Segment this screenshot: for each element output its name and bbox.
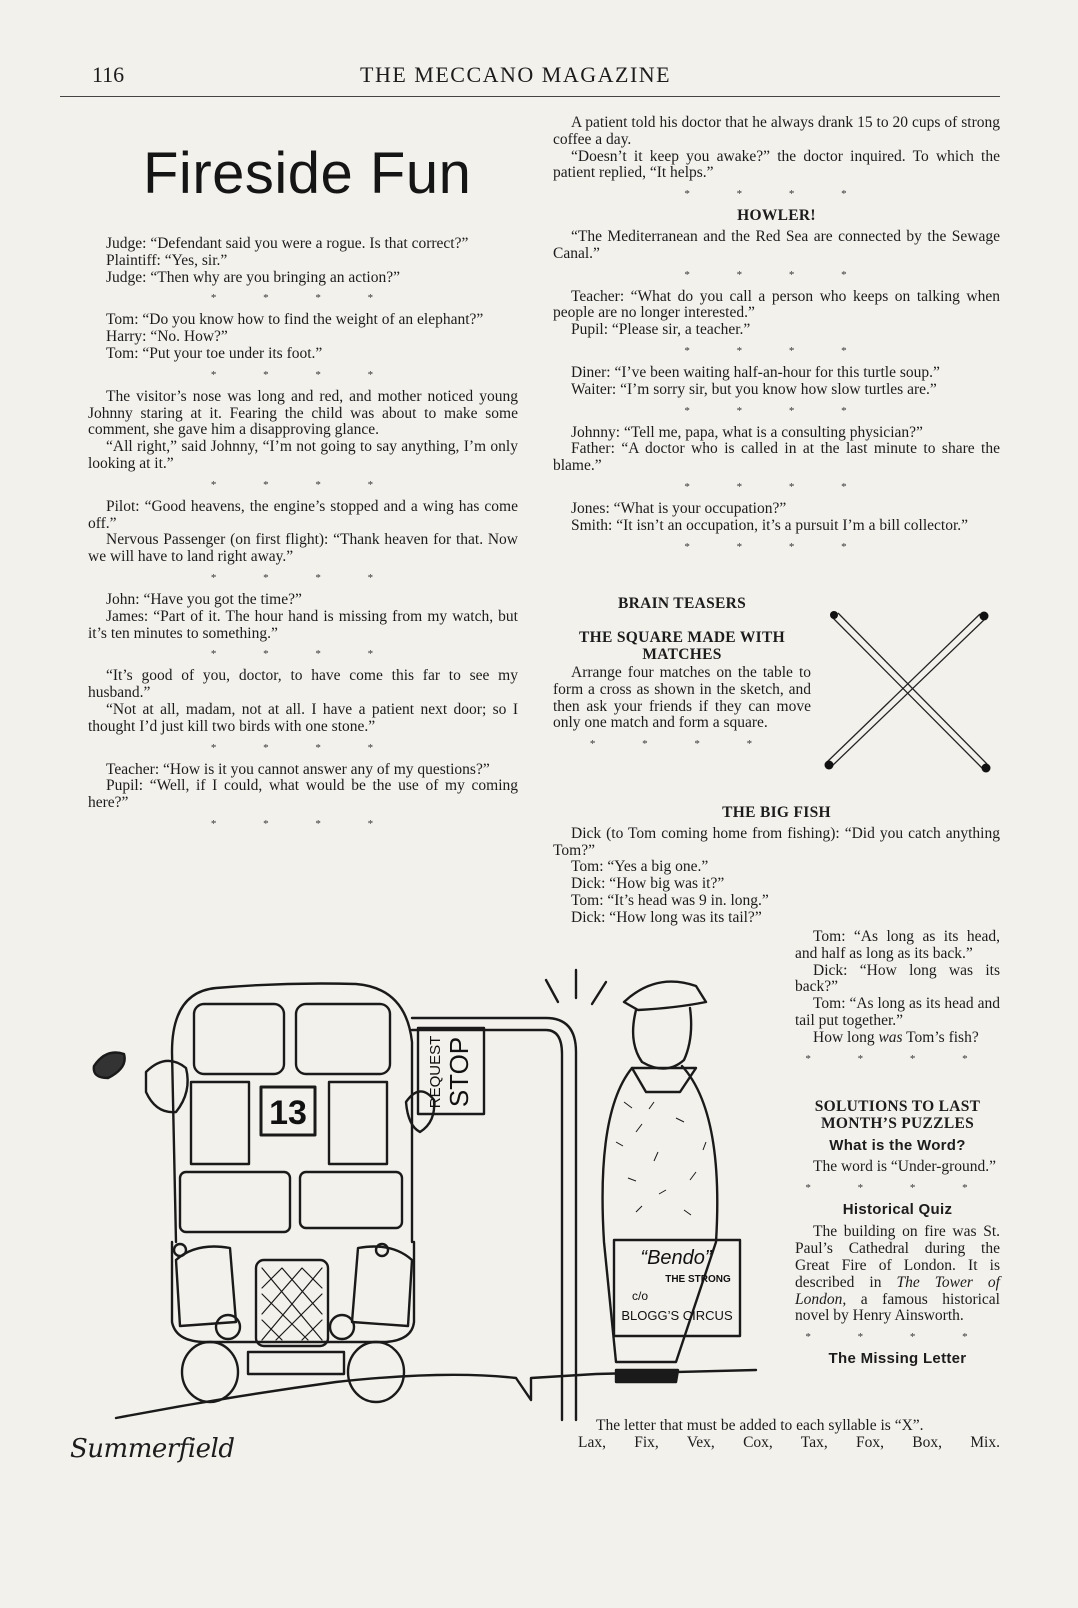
joke-judge (88, 236, 518, 286)
joke-coffee (553, 115, 1000, 182)
joke-line: Tom: “Yes a big one.” (571, 858, 709, 876)
joke-line: Judge: “Then why are you bringing an action?” (106, 268, 400, 286)
match-stick (827, 614, 980, 762)
sign-request-text: REQUEST (427, 1035, 444, 1109)
joke-line: Dick: “How big was it?” (571, 875, 725, 893)
joke-line: Smith: “It isn’t an occupation, it’s a pursuit I’m a bill collector.” (571, 516, 969, 534)
joke-line: Tom: “Do you know how to find the weight of an elephant?” (106, 311, 484, 329)
square-heading: THE SQUARE MADE WITH MATCHES (579, 629, 785, 663)
separator-stars: * * * * (210, 571, 396, 584)
bus-number: 13 (269, 1094, 307, 1132)
separator-stars: * * * * (210, 817, 396, 830)
joke-line: Waiter: “I’m sorry sir, but you know how slow turtles are.” (571, 380, 937, 398)
solutions-heading: SOLUTIONS TO LAST MONTH’S PUZZLES (814, 1098, 981, 1132)
separator-stars: * * * * (210, 292, 396, 305)
artist-signature: Summerfield (70, 1434, 235, 1464)
bus-windscreen (180, 1172, 290, 1232)
bus-wheel (348, 1342, 404, 1402)
joke-line: Dick (to Tom coming home from fishing): “Did you catch anything Tom?” (553, 824, 1000, 859)
match-head (825, 761, 834, 770)
separator-stars: * * * * (684, 480, 869, 493)
joke-line: Pupil: “Well, if I could, what would be the use of my coming here?” (88, 777, 518, 812)
joke-line: Dick: “How long was its back?” (795, 961, 1000, 996)
magazine-title: THE MECCANO MAGAZINE (360, 62, 672, 87)
fish-question (795, 1030, 1000, 1047)
strongman-cap (624, 982, 706, 1010)
joke-line: Jones: “What is your occupation?” (571, 499, 787, 517)
joke-teacher (88, 762, 518, 812)
joke-doctor (88, 668, 518, 735)
strongman-shoes (616, 1370, 678, 1382)
separator-stars: * * * * (210, 368, 396, 381)
match-head (980, 612, 989, 621)
joke-line: Tom: “It’s head was 9 in. long.” (571, 891, 769, 909)
bus-eye (330, 1315, 354, 1339)
strongman-head (633, 1008, 691, 1069)
square-puzzle-text (553, 665, 811, 758)
bus-front (172, 1242, 414, 1342)
joke-pilot (88, 499, 518, 566)
bus-mudguard (352, 1247, 412, 1327)
right-column (553, 115, 1000, 561)
separator-stars: * * * * (684, 540, 869, 553)
quiz-text: The building on fire was St. Paul’s Cathedral during the Great Fire of London. It is described in (795, 1223, 1000, 1291)
driver-head (146, 1061, 188, 1112)
quiz-heading: Historical Quiz (842, 1200, 953, 1218)
joke-line: Tom: “As long as its head and tail put together.” (795, 995, 1000, 1029)
joke-line: Johnny: “Tell me, papa, what is a consulting physician?” (571, 423, 923, 441)
joke-line: A patient told his doctor that he always drank 15 to 20 cups of strong coffee a day. (553, 114, 1000, 148)
joke-line: Tom: “Put your toe under its foot.” (106, 344, 323, 362)
joke-line: Dick: “How long was its tail?” (571, 908, 762, 926)
quiz-text: a famous historical novel by Henry Ainsworth. (795, 1290, 1000, 1325)
separator-stars: * * * * (805, 1181, 990, 1194)
solutions-block (795, 1096, 1000, 1368)
joke-turtle (553, 365, 1000, 399)
joke-line: “It’s good of you, doctor, to have come this far to see my husband.” (88, 667, 518, 702)
puzzle-text: Arrange four matches on the table to form a cross as shown in the sketch, and then ask your friends if they can move only one match and form a square. (553, 664, 811, 732)
quiz-solution (795, 1224, 1000, 1325)
bus-windscreen (300, 1172, 402, 1228)
joke-line: Harry: “No. How?” (106, 328, 228, 346)
missing-letter-words: Lax, Fix, Vex, Cox, Tax, Fox, Box, Mix. (578, 1433, 1000, 1451)
joke-occupation (553, 501, 1000, 535)
separator-stars: * * * * (684, 404, 869, 417)
page-number: 116 (92, 62, 125, 87)
bus-destination-panel (191, 1082, 249, 1164)
word-heading: What is the Word? (829, 1137, 966, 1154)
missing-letter-text: The letter that must be added to each syllable is “X”. (596, 1417, 924, 1434)
fish-question-text: Tom’s fish? (902, 1028, 979, 1046)
separator-stars: * * * * (805, 1052, 990, 1065)
case-strong-text: THE STRONG (665, 1274, 731, 1285)
square-heading-block (553, 627, 811, 667)
joke-physician (553, 425, 1000, 475)
joke-line: “All right,” said Johnny, “I’m not going to say anything, I’m only looking at it.” (88, 438, 518, 472)
joke-line: Father: “A doctor who is called in at the last minute to share the blame.” (553, 440, 1000, 475)
joke-line: The visitor’s nose was long and red, and mother noticed young Johnny staring at it. Fearing the child was about to make some comment, she gave him a disapproving glance. (88, 387, 518, 439)
joke-watch (88, 592, 518, 642)
joke-line: Pupil: “Please sir, a teacher.” (571, 321, 751, 339)
match-head (830, 611, 838, 619)
joke-elephant (88, 312, 518, 362)
bus-upper-window (194, 1004, 284, 1074)
article-title: Fireside Fun (143, 141, 472, 206)
separator-stars: * * * * (210, 478, 396, 491)
brain-teasers-block (553, 594, 811, 617)
joke-line: “Doesn’t it keep you awake?” the doctor inquired. To which the patient replied, “It helps.” (553, 147, 1000, 182)
coat-pattern (616, 1102, 706, 1215)
bus-destination-panel (329, 1082, 387, 1164)
joke-nose (88, 389, 518, 473)
joke-line: John: “Have you got the time?” (106, 590, 302, 608)
match-head (982, 764, 991, 773)
joke-line: Nervous Passenger (on first flight): “Thank heaven for that. Now we will have to land right away.” (88, 531, 518, 566)
bus-wheel (182, 1342, 238, 1402)
separator-stars: * * * * (684, 188, 869, 201)
joke-line: “The Mediterranean and the Red Sea are connected by the Sewage Canal.” (553, 227, 1000, 262)
separator-stars: * * * * (210, 648, 396, 661)
joke-line: James: “Part of it. The hour hand is missing from my watch, but it’s ten minutes to something.” (88, 607, 518, 642)
surprise-lines (546, 970, 606, 1004)
book-title: The Tower of London, (795, 1273, 1000, 1308)
big-fish-continued (795, 929, 1000, 1073)
joke-line: Tom: “As long as its head, and half as long as its back.” (795, 928, 1000, 962)
case-care-of-text: c/o (632, 1289, 649, 1303)
joke-line: Pilot: “Good heavens, the engine’s stopped and a wing has come off.” (88, 497, 518, 532)
joke-howler (553, 229, 1000, 263)
separator-stars: * * * * (210, 741, 396, 754)
bus-upper-window (296, 1004, 390, 1074)
big-fish-heading: THE BIG FISH (722, 804, 831, 821)
bus-number-plate (248, 1352, 344, 1374)
missing-letter-heading: The Missing Letter (828, 1350, 967, 1368)
joke-line: Judge: “Defendant said you were a rogue. Is that correct?” (106, 235, 469, 252)
sign-stop-text: STOP (444, 1036, 474, 1108)
joke-teacher-talking (553, 289, 1000, 339)
flying-cap (94, 1053, 125, 1079)
separator-stars: * * * * (589, 738, 775, 751)
fish-question-emphasis: was (878, 1028, 903, 1046)
bus-stop-cartoon (76, 942, 776, 1432)
separator-stars: * * * * (684, 344, 869, 357)
page-header (60, 56, 1000, 96)
matches-cross-sketch (820, 606, 1000, 778)
case-circus-text: BLOGG’S CIRCUS (621, 1308, 733, 1323)
radiator-grille (262, 1268, 322, 1340)
fish-question-text: How long (813, 1028, 879, 1046)
word-solution: The word is “Under-ground.” (813, 1157, 997, 1175)
howler-heading: HOWLER! (737, 207, 816, 225)
case-name-text: “Bendo” (640, 1247, 712, 1269)
header-rule (60, 96, 1000, 97)
joke-line: Diner: “I’ve been waiting half-an-hour for this turtle soup.” (571, 363, 940, 381)
left-column (88, 236, 518, 838)
joke-line: Teacher: “How is it you cannot answer any of my questions?” (106, 760, 490, 778)
joke-line: “Not at all, madam, not at all. I have a patient next door; so I thought I’d just kill two birds with one stone.” (88, 700, 518, 735)
joke-line: Teacher: “What do you call a person who keeps on talking when people are no longer interested.” (553, 287, 1000, 322)
bus-eye (216, 1315, 240, 1339)
separator-stars: * * * * (684, 268, 869, 281)
separator-stars: * * * * (805, 1331, 990, 1344)
brain-teasers-heading: BRAIN TEASERS (617, 595, 747, 612)
joke-line: Plaintiff: “Yes, sir.” (106, 251, 228, 269)
big-fish-block (553, 803, 1000, 927)
